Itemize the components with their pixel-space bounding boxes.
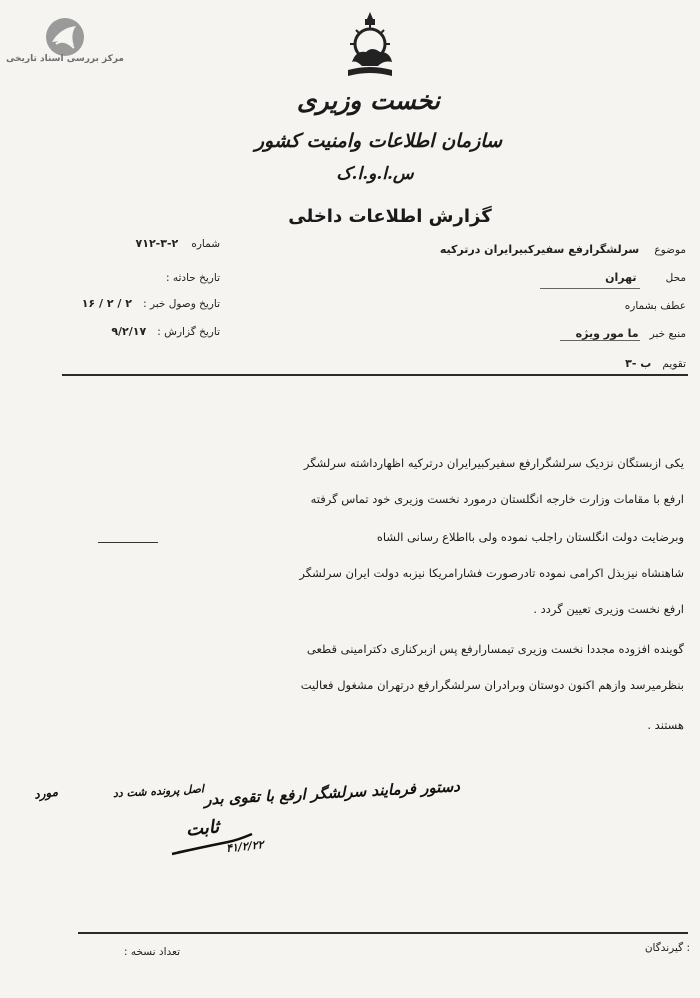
body-line-6: گوینده افزوده مجددا نخست وزیری تیمسارارفع پس ازبرکناری دکترامینی قطعی bbox=[306, 642, 684, 656]
body-line-4: شاهنشاه نیزبذل اکرامی نموده تادرصورت فشارامریکا نیزبه دولت ایران سرلشگر bbox=[299, 566, 684, 580]
handwritten-note: دستور فرمایند سرلشگر ارفع با تقوی بدر bbox=[203, 777, 461, 809]
footer-divider bbox=[78, 932, 688, 934]
report-date-value: ۹/۲/۱۷ bbox=[111, 325, 147, 338]
body-line-7: بنظرمیرسد وازهم اکنون دوستان وبرادران سرلشگرارفع درتهران مشغول فعالیت bbox=[300, 678, 684, 692]
subject-label: موضوع bbox=[654, 244, 686, 256]
body-line-1: یکی ازبستگان نزدیک سرلشگرارفع سفیرکبیرایران درترکیه اظهارداشته سرلشگر bbox=[303, 456, 684, 470]
org-line-agency: سازمان اطلاعات وامنیت کشور bbox=[254, 130, 502, 152]
report-date-label: تاریخ گزارش : bbox=[157, 326, 220, 338]
handwritten-initials: ثابت bbox=[184, 816, 221, 841]
archive-logo-icon bbox=[44, 16, 86, 58]
number-value: ۲-۳-۷۱۲ bbox=[135, 237, 179, 250]
subject-row bbox=[330, 238, 686, 257]
number-row bbox=[60, 232, 220, 251]
grade-value: ب -۳ bbox=[625, 357, 652, 370]
received-date-value: ۲ / ۲ / ۱۶ bbox=[81, 297, 132, 310]
source-label: منبع خبر bbox=[649, 328, 686, 340]
place-row bbox=[480, 266, 686, 285]
subject-value: سرلشگرارفع سفیرکبیرایران درترکیه bbox=[439, 243, 640, 256]
place-value: تهران bbox=[605, 271, 637, 284]
attachment-label: عطف بشماره bbox=[624, 300, 686, 312]
header-divider bbox=[62, 374, 688, 376]
handwritten-note-margin: مورد bbox=[33, 784, 59, 802]
handwritten-note-extra: اصل پرونده شت دد bbox=[112, 782, 205, 801]
org-line-prime-ministry: نخست وزیری bbox=[296, 86, 440, 115]
body-line-5: ارفع نخست وزیری تعیین گردد . bbox=[533, 602, 684, 616]
report-date-row bbox=[30, 320, 220, 339]
handwritten-date: ۴۱/۲/۲۲ bbox=[225, 838, 265, 855]
copies-label: تعداد نسخه : bbox=[123, 946, 180, 958]
place-underline bbox=[540, 288, 640, 289]
source-underline bbox=[560, 340, 640, 341]
attachment-row bbox=[560, 294, 686, 313]
recipients-label: : گیرندگان bbox=[644, 942, 690, 954]
received-date-label: تاریخ وصول خبر : bbox=[143, 298, 220, 310]
event-date-row bbox=[60, 266, 220, 285]
report-title: گزارش اطلاعات داخلی bbox=[288, 206, 492, 227]
body-line-3-dash bbox=[98, 542, 158, 543]
source-row bbox=[520, 322, 686, 341]
watermark-text: مرکز بررسی اسناد تاریخی bbox=[5, 54, 124, 64]
grade-row bbox=[540, 352, 686, 371]
place-label: محل bbox=[665, 272, 686, 284]
body-line-8: هستند . bbox=[647, 718, 684, 732]
number-label: شماره bbox=[191, 238, 220, 250]
event-date-label: تاریخ حادثه : bbox=[165, 272, 220, 284]
source-value: ما مور ویژه bbox=[575, 327, 639, 340]
body-line-3: وبرضایت دولت انگلستان راجلب نموده ولی بااطلاع رسانی الشاه bbox=[376, 530, 684, 544]
lion-and-sun-emblem-icon bbox=[338, 10, 402, 82]
received-date-row bbox=[6, 292, 220, 311]
body-line-2: ارفع با مقامات وزارت خارجه انگلستان درمورد نخست وزیری خود تماس گرفته bbox=[310, 492, 684, 506]
grade-label: تقویم bbox=[662, 358, 686, 370]
org-line-acronym: س.ا.و.ا.ک bbox=[336, 164, 414, 184]
